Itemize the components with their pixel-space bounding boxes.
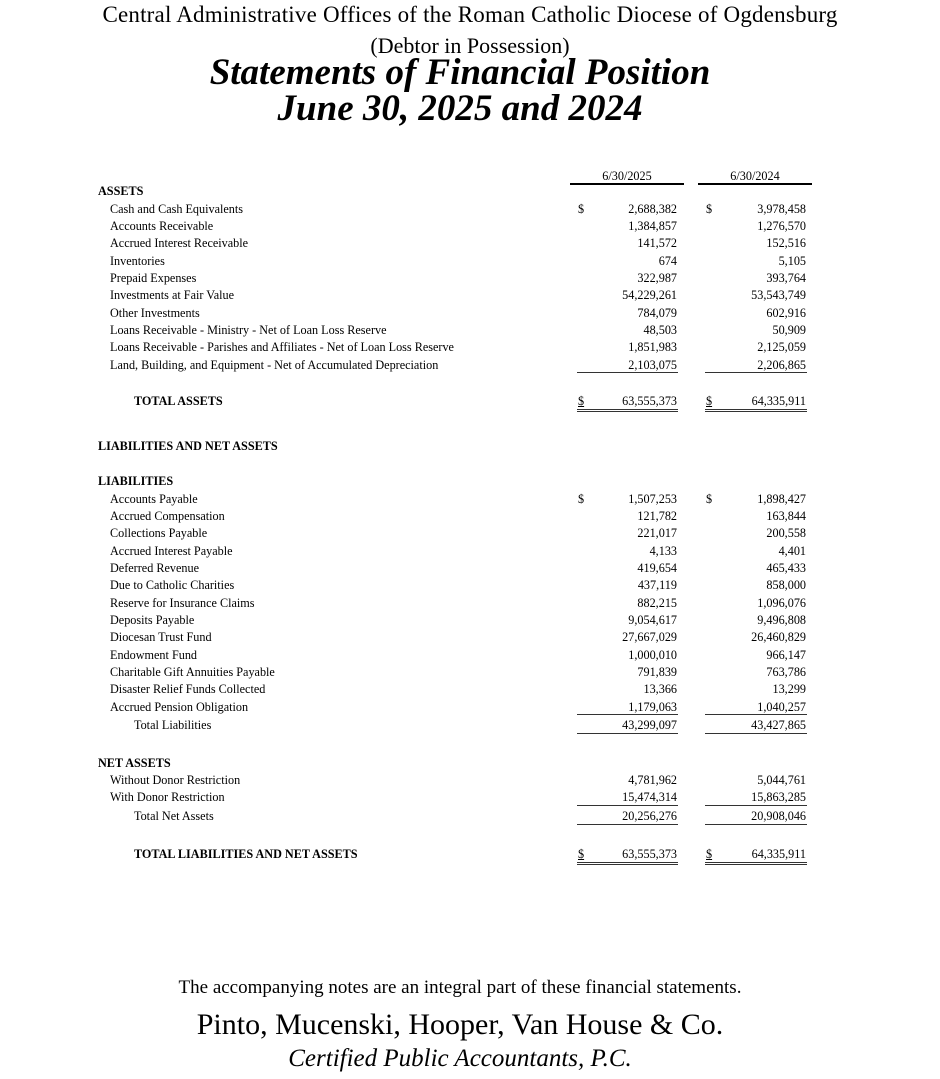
table-row [0, 339, 940, 356]
value-2025: 437,119 [637, 578, 677, 592]
row-label: Total Liabilities [134, 718, 212, 732]
row-label: Loans Receivable - Ministry - Net of Loan Loss Reserve [110, 323, 387, 337]
organization-name: Central Administrative Offices of the Roman Catholic Diocese of Ogdensburg [102, 2, 838, 27]
value-2025: 121,782 [637, 509, 677, 523]
row-label: Inventories [110, 254, 165, 268]
row-label: TOTAL ASSETS [134, 394, 223, 408]
total-liabilities-2025: 43,299,097 [622, 718, 677, 732]
total-net-assets-row [0, 808, 940, 825]
currency-symbol: $ [578, 394, 585, 408]
table-row [0, 201, 940, 218]
value-2024: 15,863,285 [751, 790, 806, 804]
value-2025: 1,000,010 [628, 648, 677, 662]
row-label: Prepaid Expenses [110, 271, 197, 285]
row-label: Accrued Compensation [110, 509, 225, 523]
row-label: Cash and Cash Equivalents [110, 202, 244, 216]
value-2024: 2,125,059 [757, 340, 806, 354]
table-row [0, 560, 940, 577]
table-row [0, 287, 940, 304]
total-rule-2025 [577, 824, 678, 825]
row-label: Investments at Fair Value [110, 288, 234, 302]
value-2025: 1,507,253 [628, 492, 677, 506]
total-rule-2024 [705, 824, 807, 825]
statement-title-line1: Statements of Financial Position [209, 52, 711, 93]
currency-symbol: $ [706, 202, 713, 216]
value-2025: 48,503 [643, 323, 677, 337]
table-row [0, 595, 940, 612]
value-2025: 322,987 [637, 271, 677, 285]
value-2024: 2,206,865 [757, 358, 806, 372]
grand-total-row [0, 846, 940, 863]
accounting-firm-type: Certified Public Accountants, P.C. [288, 1045, 632, 1072]
grand-total-2025: 63,555,373 [622, 847, 677, 861]
debtor-status: (Debtor in Possession) [370, 33, 570, 58]
subtotal-rule-2024 [705, 805, 807, 806]
value-2025: 9,054,617 [628, 613, 677, 627]
table-row [0, 789, 940, 806]
table-row [0, 772, 940, 789]
value-2024: 1,040,257 [757, 700, 806, 714]
value-2024: 152,516 [766, 236, 806, 250]
section-heading-liabilities-net-assets [0, 438, 940, 455]
row-label: Accrued Interest Receivable [110, 236, 249, 250]
row-label: Deposits Payable [110, 613, 195, 627]
subtotal-rule-2024 [705, 714, 807, 715]
value-2025: 784,079 [637, 306, 677, 320]
value-2024: 4,401 [778, 544, 806, 558]
table-row [0, 270, 940, 287]
table-row [0, 235, 940, 252]
row-label: Other Investments [110, 306, 200, 320]
table-row [0, 253, 940, 270]
value-2024: 602,916 [766, 306, 806, 320]
value-2025: 791,839 [637, 665, 677, 679]
value-2025: 221,017 [637, 526, 677, 540]
value-2025: 1,179,063 [628, 700, 677, 714]
total-rule-2025 [577, 733, 678, 734]
total-assets-row [0, 393, 940, 410]
row-label: Due to Catholic Charities [110, 578, 235, 592]
value-2025: 4,781,962 [628, 773, 677, 787]
row-label: ASSETS [98, 184, 144, 198]
row-label: NET ASSETS [98, 756, 171, 770]
total-rule-2024 [705, 733, 807, 734]
total-liabilities-row [0, 717, 940, 734]
value-2025: 27,667,029 [622, 630, 677, 644]
value-2025: 882,215 [637, 596, 677, 610]
value-2025: 1,851,983 [628, 340, 677, 354]
value-2024: 5,044,761 [757, 773, 806, 787]
table-row [0, 322, 940, 339]
notes-disclaimer: The accompanying notes are an integral part of these financial statements. [178, 977, 742, 998]
table-row [0, 525, 940, 542]
row-label: LIABILITIES AND NET ASSETS [98, 439, 278, 453]
double-rule-2024 [705, 862, 807, 865]
table-row [0, 664, 940, 681]
row-label: Accounts Payable [110, 492, 198, 506]
value-2025: 15,474,314 [622, 790, 677, 804]
row-label: Total Net Assets [134, 809, 214, 823]
value-2025: 54,229,261 [622, 288, 677, 302]
subtotal-rule-2025 [577, 805, 678, 806]
row-label: Charitable Gift Annuities Payable [110, 665, 275, 679]
value-2024: 763,786 [766, 665, 806, 679]
accounting-firm-name: Pinto, Mucenski, Hooper, Van House & Co. [196, 1008, 724, 1041]
table-row [0, 647, 940, 664]
double-rule-2025 [577, 409, 678, 412]
value-2024: 1,898,427 [757, 492, 806, 506]
table-row [0, 577, 940, 594]
section-heading-net-assets [0, 755, 940, 772]
table-row [0, 629, 940, 646]
subtotal-rule-2024 [705, 372, 807, 373]
value-2025: 4,133 [649, 544, 677, 558]
row-label: TOTAL LIABILITIES AND NET ASSETS [134, 847, 358, 861]
table-row [0, 491, 940, 508]
row-label: Land, Building, and Equipment - Net of Accumulated Depreciation [110, 358, 439, 372]
total-assets-2025: 63,555,373 [622, 394, 677, 408]
value-2024: 1,096,076 [757, 596, 806, 610]
column-header-2025: 6/30/2025 [602, 169, 652, 183]
value-2024: 465,433 [766, 561, 806, 575]
value-2024: 858,000 [766, 578, 806, 592]
total-net-assets-2025: 20,256,276 [622, 809, 677, 823]
value-2025: 2,688,382 [628, 202, 677, 216]
total-net-assets-2024: 20,908,046 [751, 809, 806, 823]
currency-symbol: $ [706, 847, 713, 861]
row-label: Disaster Relief Funds Collected [110, 682, 266, 696]
row-label: LIABILITIES [98, 474, 174, 488]
statement-title [0, 52, 920, 129]
table-row [0, 218, 940, 235]
section-heading-assets [0, 183, 940, 200]
value-2024: 13,299 [772, 682, 806, 696]
subtotal-rule-2025 [577, 714, 678, 715]
currency-symbol: $ [706, 492, 713, 506]
value-2024: 9,496,808 [757, 613, 806, 627]
value-2025: 674 [658, 254, 677, 268]
row-label: Loans Receivable - Parishes and Affiliates - Net of Loan Loss Reserve [110, 340, 454, 354]
currency-symbol: $ [578, 847, 585, 861]
row-label: Reserve for Insurance Claims [110, 596, 255, 610]
value-2025: 13,366 [643, 682, 677, 696]
value-2024: 966,147 [766, 648, 806, 662]
row-label: Collections Payable [110, 526, 208, 540]
value-2025: 419,654 [637, 561, 677, 575]
value-2025: 1,384,857 [628, 219, 677, 233]
row-label: Accounts Receivable [110, 219, 214, 233]
value-2024: 163,844 [766, 509, 806, 523]
table-row [0, 681, 940, 698]
row-label: Accrued Pension Obligation [110, 700, 249, 714]
value-2025: 141,572 [637, 236, 677, 250]
table-row [0, 543, 940, 560]
value-2024: 1,276,570 [757, 219, 806, 233]
value-2024: 50,909 [772, 323, 806, 337]
row-label: Deferred Revenue [110, 561, 199, 575]
row-label: Without Donor Restriction [110, 773, 241, 787]
double-rule-2025 [577, 862, 678, 865]
total-assets-2024: 64,335,911 [751, 394, 806, 408]
value-2024: 393,764 [766, 271, 806, 285]
value-2024: 3,978,458 [757, 202, 806, 216]
subtotal-rule-2025 [577, 372, 678, 373]
row-label: Endowment Fund [110, 648, 198, 662]
grand-total-2024: 64,335,911 [751, 847, 806, 861]
row-label: Accrued Interest Payable [110, 544, 233, 558]
value-2024: 53,543,749 [751, 288, 806, 302]
value-2024: 26,460,829 [751, 630, 806, 644]
row-label: Diocesan Trust Fund [110, 630, 212, 644]
row-label: With Donor Restriction [110, 790, 225, 804]
table-row [0, 612, 940, 629]
column-header-2024: 6/30/2024 [730, 169, 780, 183]
value-2024: 5,105 [778, 254, 806, 268]
section-heading-liabilities [0, 473, 940, 490]
table-row [0, 508, 940, 525]
total-liabilities-2024: 43,427,865 [751, 718, 806, 732]
currency-symbol: $ [706, 394, 713, 408]
double-rule-2024 [705, 409, 807, 412]
currency-symbol: $ [578, 202, 585, 216]
table-row [0, 305, 940, 322]
statement-title-line2: June 30, 2025 and 2024 [277, 88, 643, 129]
currency-symbol: $ [578, 492, 585, 506]
value-2024: 200,558 [766, 526, 806, 540]
value-2025: 2,103,075 [628, 358, 677, 372]
